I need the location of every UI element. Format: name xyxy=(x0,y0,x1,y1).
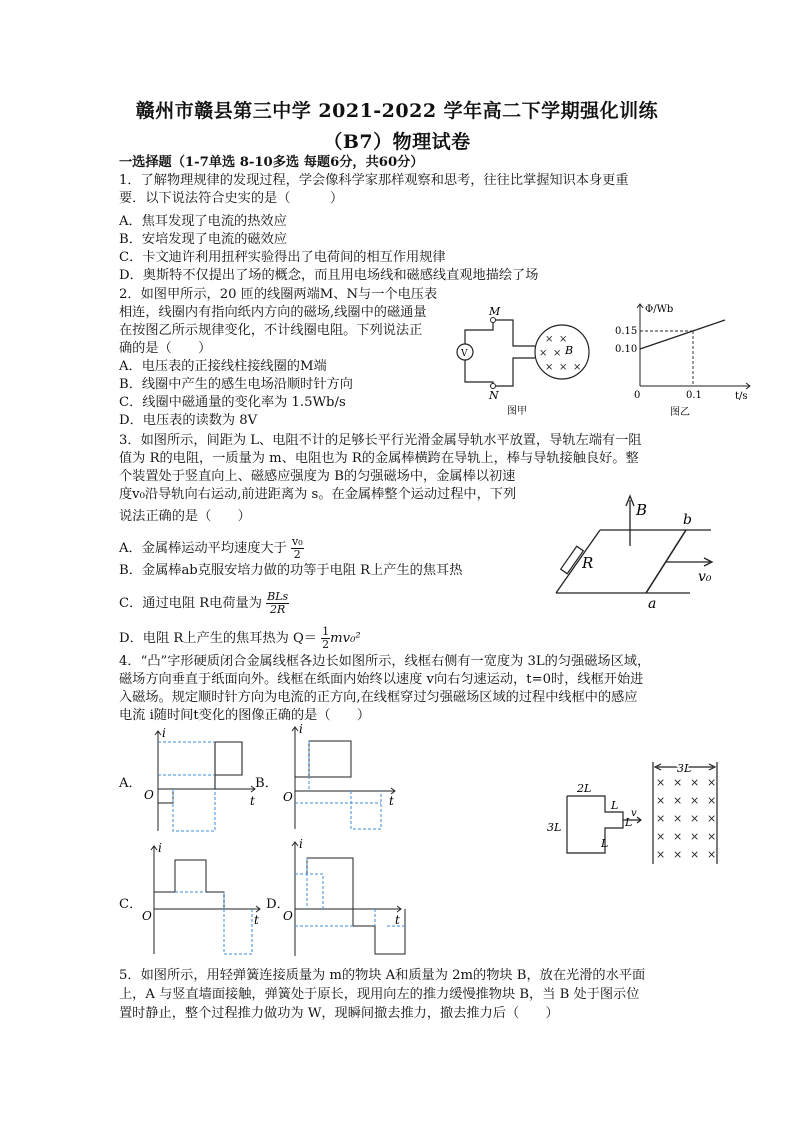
fraction-numerator: v₀ xyxy=(291,535,303,548)
q1-option-c: C．卡文迪许利用扭秤实验得出了电荷间的相互作用规律 xyxy=(119,250,446,265)
q3-option-b: B．金属棒ab克服安培力做的功等于电阻 R上产生的焦耳热 xyxy=(119,563,463,578)
field-cross-mark: × xyxy=(673,848,683,861)
cross-mark: × xyxy=(573,362,582,373)
frame-left-label: 3L xyxy=(547,821,562,834)
field-cross-mark: × xyxy=(673,812,683,825)
axis-t: t xyxy=(389,794,394,808)
option-text: mv₀² xyxy=(330,631,361,646)
axis-label-x: t/s xyxy=(735,391,748,402)
q3-option-a xyxy=(119,536,304,561)
axis-t: t xyxy=(395,913,400,927)
axis-t: t xyxy=(250,794,255,808)
label-b: B xyxy=(565,344,574,357)
axis-i: i xyxy=(158,842,162,855)
q3-option-c xyxy=(119,591,289,616)
option-text: C．通过电阻 R电荷量为 xyxy=(119,596,262,611)
field-cross-mark: × xyxy=(656,812,666,825)
q4-graph-a xyxy=(140,727,265,839)
frame-side-label: L xyxy=(625,816,633,829)
field-width-label: 3L xyxy=(677,762,692,775)
q4-option-a: A． xyxy=(119,776,142,791)
velocity-label: v xyxy=(631,808,637,819)
cross-mark: × xyxy=(559,334,568,345)
q3-stem: 值为 R的电阻，一质量为 m、电阻也为 R的金属棒横跨在导轨上，棒与导轨接触良好。整 xyxy=(119,451,639,466)
q4-option-c: C． xyxy=(119,897,143,912)
q3-stem: 3．如图所示，间距为 L、电阻不计的足够长平行光滑金属导轨水平放置，导轨左端有一阻 xyxy=(119,433,642,448)
axis-o: O xyxy=(144,788,154,802)
field-cross-mark: × xyxy=(690,812,700,825)
q2-stem: 在按图乙所示规律变化，不计线圈电阻。下列说法正 xyxy=(119,323,423,338)
frame-side-label: L xyxy=(611,799,619,812)
field-cross-mark: × xyxy=(673,794,683,807)
field-cross-mark: × xyxy=(707,848,717,861)
fraction-denominator: 2 xyxy=(293,548,301,561)
q3-option-d xyxy=(119,626,361,651)
q2-figure-a xyxy=(455,300,615,420)
fraction-denominator: 2R xyxy=(269,603,286,616)
field-cross-mark: × xyxy=(656,848,666,861)
q5-stem: 5．如图所示，用轻弹簧连接质量为 m的物块 A和质量为 2m的物块 B，放在光滑的水平面 xyxy=(119,968,646,983)
fraction-numerator: BLs xyxy=(267,590,289,603)
page-title: 赣州市赣县第三中学 2021-2022 学年高二下学期强化训练 xyxy=(135,100,659,122)
axis-o: O xyxy=(283,909,293,923)
label-resistor: R xyxy=(582,554,594,572)
q4-graph-b xyxy=(283,723,408,835)
field-cross-mark: × xyxy=(690,794,700,807)
field-cross-mark: × xyxy=(656,830,666,843)
axis-label-y: Φ/Wb xyxy=(645,304,674,315)
frame-top-label: 2L xyxy=(577,782,592,795)
q4-graph-d xyxy=(283,838,413,960)
q3-stem: 说法正确的是（ ） xyxy=(119,509,251,524)
q3-stem: 个装置处于竖直向上、磁感应强度为 B的匀强磁场中，金属棒以初速 xyxy=(119,469,516,484)
q2-figure-b xyxy=(615,298,755,420)
cross-mark: × xyxy=(553,348,562,359)
field-cross-mark: × xyxy=(673,830,683,843)
q2-stem: 2．如图甲所示，20 匝的线圈两端M、N与一个电压表 xyxy=(119,287,438,302)
option-text: A．金属棒运动平均速度大于 xyxy=(119,541,287,556)
page-subtitle: （B7）物理试卷 xyxy=(323,131,471,153)
field-cross-mark: × xyxy=(707,830,717,843)
q1-stem: 要．以下说法符合史实的是（ ） xyxy=(119,191,344,206)
field-cross-mark: × xyxy=(707,776,717,789)
fraction xyxy=(291,536,304,561)
label-a-end: a xyxy=(648,596,657,610)
axis-i: i xyxy=(299,723,303,736)
q4-frame-figure xyxy=(545,758,725,868)
q1-option-d: D．奥斯特不仅提出了场的概念，而且用电场线和磁感线直观地描绘了场 xyxy=(119,268,539,283)
figure-caption: 图乙 xyxy=(670,407,690,418)
fraction xyxy=(321,626,330,651)
q3-stem: 度v₀沿导轨向右运动,前进距离为 s。在金属棒整个运动过程中，下列 xyxy=(119,487,517,502)
q4-option-d: D． xyxy=(266,897,290,912)
label-velocity: v₀ xyxy=(698,569,712,585)
q2-stem: 相连，线圈内有指向纸内方向的磁场,线圈中的磁通量 xyxy=(119,305,427,320)
axis-o: O xyxy=(283,790,293,804)
q5-stem: 上，A 与竖直墙面接触，弹簧处于原长，现用向左的推力缓慢推物块 B，当 B 处于图示位 xyxy=(119,987,640,1002)
option-text: D．电阻 R上产生的焦耳热为 Q＝ xyxy=(119,631,317,646)
section-heading: 一选择题（1-7单选 8-10多选 每题6分，共60分） xyxy=(119,155,424,170)
fraction-numerator: 1 xyxy=(322,625,330,638)
q1-option-b: B．安培发现了电流的磁效应 xyxy=(119,232,287,247)
field-cross-mark: × xyxy=(690,830,700,843)
label-n: N xyxy=(489,389,499,402)
field-cross-mark: × xyxy=(707,812,717,825)
tick-label: 0.10 xyxy=(615,344,638,355)
q2-option-a: A．电压表的正接线柱接线圈的M端 xyxy=(119,359,327,374)
axis-i: i xyxy=(162,727,166,740)
field-cross-mark: × xyxy=(673,776,683,789)
axis-o: O xyxy=(142,909,152,923)
frame-side-label: L xyxy=(601,837,609,850)
q1-stem: 1．了解物理规律的发现过程，学会像科学家那样观察和思考，往往比掌握知识本身更重 xyxy=(119,173,629,188)
q5-stem: 置时静止，整个过程推力做功为 W，现瞬间撤去推力，撤去推力后（ ） xyxy=(119,1006,559,1021)
q4-graph-c xyxy=(140,842,270,960)
q2-stem: 确的是（ ） xyxy=(119,341,212,356)
q4-option-b: B． xyxy=(255,776,278,791)
label-b-end: b xyxy=(683,512,692,528)
cross-mark: × xyxy=(539,348,548,359)
q2-option-c: C．线圈中磁通量的变化率为 1.5Wb/s xyxy=(119,395,346,410)
label-b-field: B xyxy=(636,501,648,519)
field-cross-mark: × xyxy=(656,794,666,807)
voltmeter-label: V xyxy=(461,349,468,359)
cross-mark: × xyxy=(545,334,554,345)
q2-option-b: B．线圈中产生的感生电场沿顺时针方向 xyxy=(119,377,353,392)
q1-option-a: A．焦耳发现了电流的热效应 xyxy=(119,214,287,229)
axis-t: t xyxy=(254,913,259,927)
tick-label: 0.15 xyxy=(615,326,638,337)
magnetic-field-grid xyxy=(656,776,716,861)
q4-stem: 4．“凸”字形硬质闭合金属线框各边长如图所示，线框右侧有一宽度为 3L的匀强磁场区域， xyxy=(119,654,651,669)
q3-figure xyxy=(548,488,728,610)
fraction xyxy=(266,591,289,616)
cross-mark: × xyxy=(559,362,568,373)
field-cross-mark: × xyxy=(707,794,717,807)
figure-caption: 图甲 xyxy=(507,406,527,417)
q4-stem: 入磁场。规定顺时针方向为电流的正方向,在线框穿过匀强磁场区域的过程中线框中的感应 xyxy=(119,690,638,705)
q4-stem: 磁场方向垂直于纸面向外。线框在纸面内始终以速度 v向右匀速运动，t=0时，线框开始进 xyxy=(119,672,644,687)
q2-option-d: D．电压表的读数为 8V xyxy=(119,413,258,428)
tick-label: 0.1 xyxy=(686,390,702,401)
q4-stem: 电流 i随时间t变化的图像正确的是（ ） xyxy=(119,708,371,723)
fraction-denominator: 2 xyxy=(322,638,330,651)
axis-i: i xyxy=(299,838,303,851)
axis-origin: 0 xyxy=(634,390,641,401)
field-cross-mark: × xyxy=(656,776,666,789)
field-cross-mark: × xyxy=(690,848,700,861)
label-m: M xyxy=(489,305,501,318)
cross-mark: × xyxy=(545,362,554,373)
field-cross-mark: × xyxy=(690,776,700,789)
